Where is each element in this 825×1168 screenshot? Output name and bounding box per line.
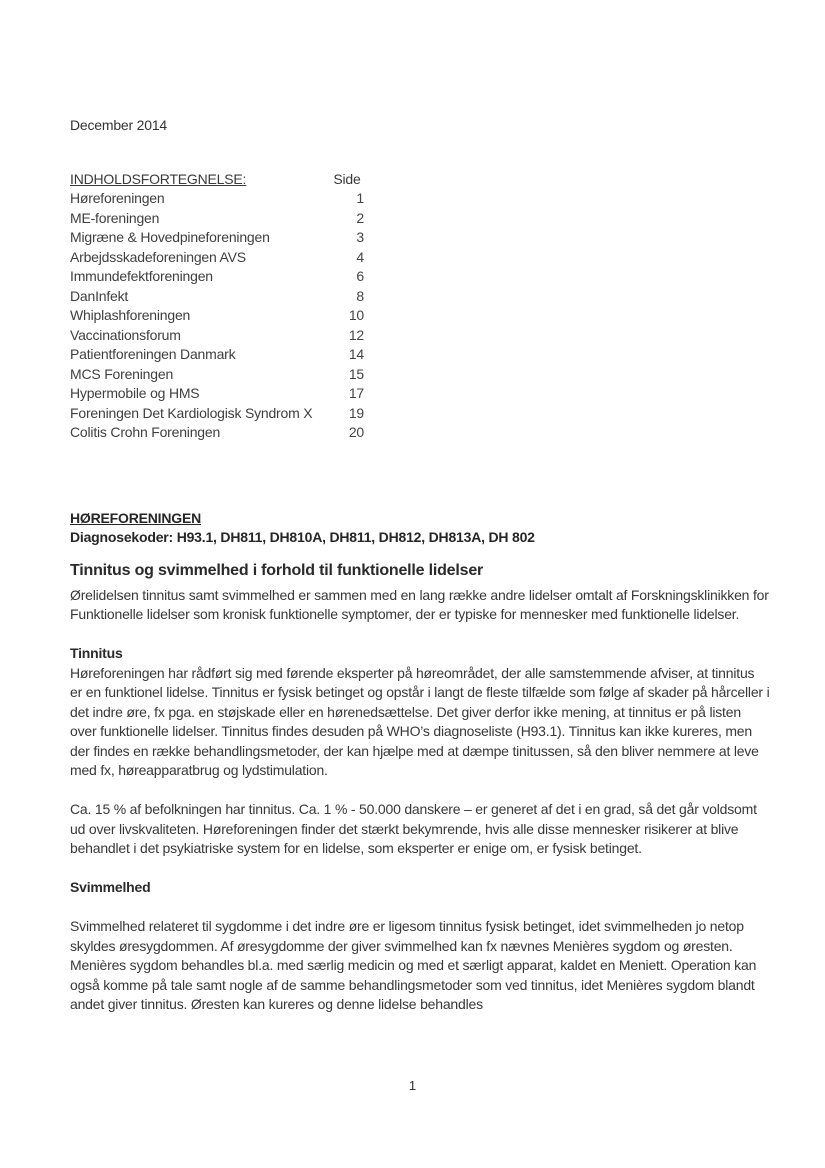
svimmelhed-heading: Svimmelhed	[70, 879, 151, 895]
document-date: December 2014	[70, 117, 168, 133]
toc-item-page: 14	[348, 346, 364, 362]
intro-paragraph: Ørelidelsen tinnitus samt svimmelhed er sammen med en lang række andre lidelser omtalt af Forskningsklinikken for Funktionelle lidelser som kronisk funktionelle symptomer, der er typiske for mennesker med funktionelle lidelser.	[70, 586, 769, 622]
toc-item-label: Whiplashforeningen	[70, 307, 191, 323]
toc-item	[70, 365, 370, 385]
article-title: Tinnitus og svimmelhed i forhold til funktionelle lidelser	[70, 561, 484, 579]
diagnosis-codes: Diagnosekoder: H93.1, DH811, DH810A, DH811, DH812, DH813A, DH 802	[70, 529, 535, 545]
toc-heading: INDHOLDSFORTEGNELSE:	[70, 170, 247, 187]
section-heading: HØREFORENINGEN	[70, 509, 201, 526]
toc-item-label: Immundefektforeningen	[70, 268, 213, 284]
page-number: 1	[408, 1078, 417, 1093]
toc-header-row	[70, 170, 370, 190]
document-content	[70, 116, 770, 1015]
toc-item-label: ME-foreningen	[70, 209, 160, 226]
toc-item	[70, 345, 370, 365]
toc-item-page: 2	[356, 209, 364, 226]
toc-item-page: 4	[356, 248, 364, 265]
toc-item-label: DanInfekt	[70, 287, 129, 304]
toc-item-label: Arbejdsskadeforeningen AVS	[70, 248, 246, 265]
toc-item	[70, 384, 370, 404]
tinnitus-paragraph-1: Høreforeningen har rådført sig med førende eksperter på høreområdet, der alle samstemmende afviser, at tinnitus er en funktionel lidelse. Tinnitus er fysisk betinget og opstår i langt de fleste tilfælde som følge af skader på hårceller i det indre øre, fx pga. en støjskade eller en hørenedsættelse. Det giver derfor ikke mening, at tinnitus er på listen over funktionelle lidelser. Tinnitus findes desuden på WHO’s diagnoseliste (H93.1). Tinnitus kan ikke kureres, men der findes en række behandlingsmetoder, der kan hjælpe med at dæmpe tinitussen, så den bliver nemmere at leve med fx, høreapparatbrug og lydstimulation.	[70, 664, 770, 778]
toc-item	[70, 209, 370, 229]
toc-item	[70, 306, 370, 326]
toc-item-label: Hypermobile og HMS	[70, 385, 200, 401]
toc-item-page: 20	[348, 424, 364, 440]
toc-item	[70, 189, 370, 209]
tinnitus-paragraph-2: Ca. 15 % af befolkningen har tinnitus. Ca. 1 % - 50.000 danskere – er generet af det i en grad, så det går voldsomt ud over livskvaliteten. Høreforeningen finder det stærkt bekymrende, hvis alle disse mennesker risikerer at blive behandlet i det psykiatriske system for en lidelse, som eksperter er enige om, er fysisk betinget.	[70, 801, 757, 856]
svimmelhed-paragraph: Svimmelhed relateret til sygdomme i det indre øre er ligesom tinnitus fysisk betinget, idet svimmelheden jo netop skyldes øresygdommen. Af øresygdomme der giver svimmelhed kan fx nævnes Menières sygdom og øresten. Menières sygdom behandles bl.a. med særlig medicin og med et særligt apparat, kaldet en Meniett. Operation kan også komme på tale samt nogle af de samme behandlingsmetoder som ved tinnitus, idet Menières sygdom blandt andet giver tinnitus. Øresten kan kureres og denne lidelse behandles	[70, 918, 757, 1012]
toc-item-label: Colitis Crohn Foreningen	[70, 424, 221, 440]
toc-item-label: Patientforeningen Danmark	[70, 346, 236, 362]
tinnitus-heading: Tinnitus	[70, 645, 123, 661]
toc-item-page: 17	[348, 385, 364, 401]
toc-item-page: 12	[348, 326, 364, 343]
toc-item-page: 3	[356, 229, 364, 245]
toc-item-label: Vaccinationsforum	[70, 326, 181, 343]
toc-item-page: 10	[348, 307, 364, 323]
toc-item-label: MCS Foreningen	[70, 365, 174, 382]
toc-item-label: Høreforeningen	[70, 190, 165, 206]
toc-item	[70, 287, 370, 307]
table-of-contents	[70, 170, 370, 443]
toc-item	[70, 267, 370, 287]
toc-item-label: Foreningen Det Kardiologisk Syndrom X	[70, 404, 313, 421]
toc-item	[70, 404, 370, 424]
toc-item	[70, 228, 370, 248]
toc-item	[70, 248, 370, 268]
toc-item	[70, 423, 370, 443]
toc-item-page: 15	[348, 365, 364, 382]
toc-item-page: 8	[356, 287, 364, 304]
toc-item-page: 6	[356, 268, 364, 284]
toc-item-page: 1	[356, 190, 364, 206]
toc-item-page: 19	[348, 404, 364, 421]
toc-item	[70, 326, 370, 346]
toc-item-label: Migræne & Hovedpineforeningen	[70, 229, 270, 245]
toc-page-column-header: Side	[333, 170, 361, 187]
